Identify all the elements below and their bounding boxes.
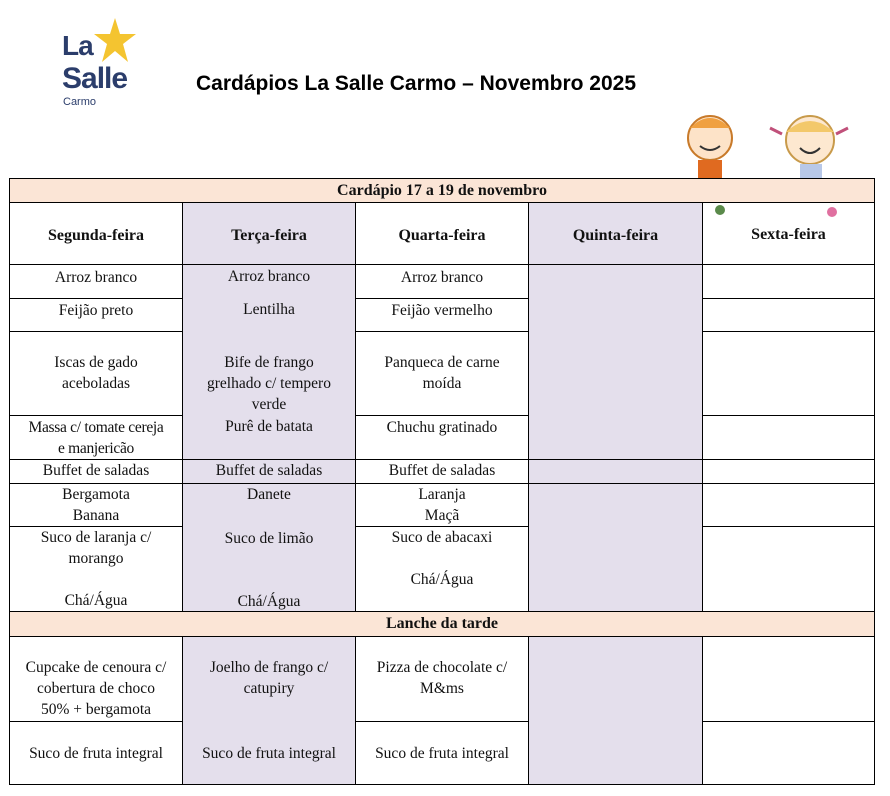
logo-text-carmo: Carmo	[63, 96, 97, 108]
day-header-friday: Sexta-feira	[702, 202, 875, 265]
wednesday-item: Panqueca de carne moída	[355, 331, 529, 416]
wednesday-item: Laranja Maçã	[355, 483, 529, 527]
thursday-empty-cell	[528, 636, 703, 785]
monday-item: Massa c/ tomate cereja e manjericão	[9, 415, 183, 460]
la-salle-logo	[60, 18, 140, 110]
tuesday-item: Purê de batata	[225, 418, 313, 435]
monday-snack: Cupcake de cenoura c/ cobertura de choco 50% + bergamota	[9, 636, 183, 722]
monday-item: Iscas de gado aceboladas	[9, 331, 183, 416]
star-icon	[94, 18, 136, 64]
thursday-empty-cell	[528, 483, 703, 612]
day-header-thursday: Quinta-feira	[528, 202, 703, 265]
tuesday-main-cell	[182, 264, 356, 460]
tuesday-item: Danete	[247, 486, 291, 503]
wednesday-snack-drink: Suco de fruta integral	[355, 721, 529, 785]
tuesday-snack: Joelho de frango c/ catupiry	[209, 659, 329, 697]
page-title: Cardápios La Salle Carmo – Novembro 2025	[196, 72, 637, 95]
monday-item: Buffet de saladas	[9, 459, 183, 484]
tuesday-item: Lentilha	[243, 301, 295, 318]
thursday-empty-cell	[528, 459, 703, 484]
tuesday-item: Chá/Água	[237, 593, 301, 610]
wednesday-item: Arroz branco	[355, 264, 529, 299]
day-header-tuesday: Terça-feira	[182, 202, 356, 265]
tuesday-snack-cell	[182, 636, 356, 785]
wednesday-item: Feijão vermelho	[355, 298, 529, 332]
friday-empty-cell	[702, 331, 875, 416]
monday-item: Suco de laranja c/ morango Chá/Água	[9, 526, 183, 612]
tuesday-item: Suco de limão	[224, 530, 314, 547]
friday-empty-cell	[702, 526, 875, 612]
monday-item: Feijão preto	[9, 298, 183, 332]
week-title-band: Cardápio 17 a 19 de novembro	[9, 178, 875, 203]
friday-empty-cell	[702, 459, 875, 484]
monday-item: Bergamota Banana	[9, 483, 183, 527]
wednesday-snack: Pizza de chocolate c/ M&ms	[355, 636, 529, 722]
tuesday-snack-drink: Suco de fruta integral	[202, 745, 336, 762]
wednesday-item: Suco de abacaxi Chá/Água	[355, 526, 529, 612]
tuesday-item: Arroz branco	[227, 268, 311, 285]
friday-empty-cell	[702, 264, 875, 299]
wednesday-item: Chuchu gratinado	[355, 415, 529, 460]
monday-item: Arroz branco	[9, 264, 183, 299]
wednesday-item: Buffet de saladas	[355, 459, 529, 484]
friday-empty-cell	[702, 483, 875, 527]
afternoon-snack-band: Lanche da tarde	[9, 611, 875, 637]
friday-empty-cell	[702, 415, 875, 460]
day-header-monday: Segunda-feira	[9, 202, 183, 265]
tuesday-dessert-cell	[182, 483, 356, 612]
friday-empty-cell	[702, 721, 875, 785]
logo-text-la: La	[62, 30, 93, 61]
day-header-wednesday: Quarta-feira	[355, 202, 529, 265]
tuesday-item: Buffet de saladas	[182, 459, 356, 484]
logo-text-salle: Salle	[62, 62, 128, 95]
thursday-empty-cell	[528, 264, 703, 460]
friday-empty-cell	[702, 636, 875, 722]
tuesday-item: Bife de frango grelhado c/ tempero verde	[207, 354, 331, 413]
monday-snack-drink: Suco de fruta integral	[9, 721, 183, 785]
friday-empty-cell	[702, 298, 875, 332]
